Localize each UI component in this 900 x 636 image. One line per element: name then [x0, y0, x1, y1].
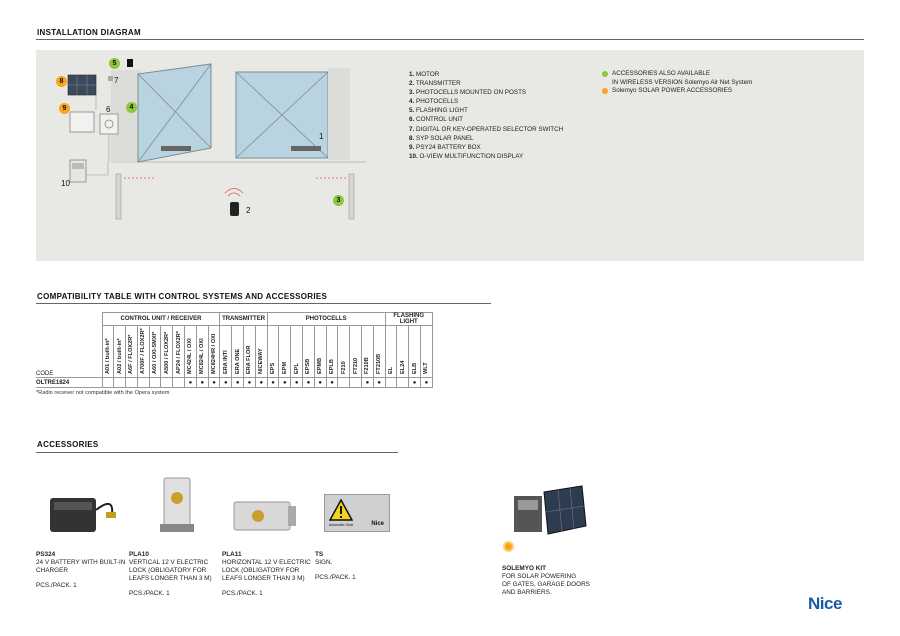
compat-mark	[126, 378, 138, 388]
warning-icon	[329, 499, 353, 521]
compat-column-header	[173, 326, 185, 378]
compat-column-header	[397, 326, 409, 378]
compat-table	[36, 312, 433, 388]
compat-mark	[102, 378, 114, 388]
compat-column-header	[314, 326, 326, 378]
installation-rule	[36, 39, 864, 40]
solemyo-sun-icon	[503, 541, 514, 552]
compat-column-header	[362, 326, 374, 378]
solemyo-image	[510, 482, 590, 542]
legend-item: 3. PHOTOCELLS MOUNTED ON POSTS	[409, 89, 527, 97]
compat-column-label: EPS	[270, 362, 277, 374]
compat-mark: ●	[409, 378, 421, 388]
callout-10: 10	[61, 179, 70, 188]
pla11-image	[230, 492, 300, 542]
accessory-pla10: PLA10 VERTICAL 12 V ELECTRIC LOCK (OBLIGATORY FOR LEAFS LONGER THAN 3 M) PCS./PACK. 1	[129, 551, 212, 597]
compat-column-header	[350, 326, 362, 378]
compat-column-label: NICEWAY	[258, 348, 265, 374]
legend-item: 2. TRANSMITTER	[409, 80, 461, 88]
compat-column-label: FT210	[352, 357, 359, 374]
compat-mark: ●	[421, 378, 433, 388]
ps324-image	[44, 492, 124, 542]
compat-column-header	[291, 326, 303, 378]
compat-column-label: EL24	[399, 360, 406, 374]
accessories-rule	[36, 452, 398, 453]
compat-column-header	[196, 326, 208, 378]
compat-mark	[149, 378, 161, 388]
callout-9: 9	[59, 103, 70, 114]
compat-column-label: MC824L / OXI	[199, 338, 206, 374]
compat-column-label: F210	[340, 361, 347, 374]
compat-column-header	[220, 326, 232, 378]
group-photocells: PHOTOCELLS	[267, 313, 385, 326]
compat-mark: ●	[185, 378, 197, 388]
compat-table-wrapper	[36, 312, 433, 388]
compat-column-label: EPSB	[305, 358, 312, 374]
compat-mark: ●	[362, 378, 374, 388]
compat-column-label: MC824HR / OXI	[211, 333, 218, 374]
installation-legend	[409, 70, 563, 161]
legend-item: 10. O-VIEW MULTIFUNCTION DISPLAY	[409, 152, 524, 160]
compat-mark: ●	[326, 378, 338, 388]
accessory-ps324: PS324 24 V BATTERY WITH BUILT-IN CHARGER PCS./PACK. 1	[36, 551, 126, 589]
accessory-legend-green-2: IN WIRELESS VERSION Solemyo Air Net System	[612, 78, 753, 86]
ts-sign-text: Automatic Gear	[329, 523, 354, 527]
compat-column-header	[338, 326, 350, 378]
compat-column-header	[149, 326, 161, 378]
compat-mark: ●	[232, 378, 244, 388]
compat-mark: ●	[208, 378, 220, 388]
callout-4: 4	[126, 102, 137, 113]
compat-column-label: EPMB	[317, 357, 324, 374]
legend-item: 8. SYP SOLAR PANEL	[409, 134, 474, 142]
compat-mark	[338, 378, 350, 388]
legend-item: 1. MOTOR	[409, 71, 440, 78]
legend-item: 5. FLASHING LIGHT	[409, 107, 468, 115]
callout-1: 1	[319, 132, 324, 141]
compat-column-label: A60 / OXI-SMXI*	[152, 331, 159, 374]
ts-sign-brand: Nice	[371, 521, 384, 527]
ts-sign-image	[324, 494, 390, 532]
compat-mark: ●	[244, 378, 256, 388]
legend-item: 9. PSY24 BATTERY BOX	[409, 143, 481, 151]
compat-column-label: A700F / FLOX2R*	[140, 328, 147, 374]
callout-6: 6	[106, 105, 111, 114]
compat-mark: ●	[314, 378, 326, 388]
callout-7: 7	[114, 76, 119, 85]
compat-column-header	[126, 326, 138, 378]
compat-rule	[36, 303, 491, 304]
compat-mark: ●	[220, 378, 232, 388]
compat-mark: ●	[279, 378, 291, 388]
compat-mark: ●	[255, 378, 267, 388]
compat-column-header	[409, 326, 421, 378]
compat-column-label: A02 / built-in*	[116, 338, 123, 374]
compat-footnote: *Radio receiver not compatible with the Opera system	[36, 390, 170, 396]
compat-column-header	[255, 326, 267, 378]
compat-column-header	[114, 326, 126, 378]
green-dot-icon	[602, 71, 608, 77]
group-control-unit: CONTROL UNIT / RECEIVER	[102, 313, 220, 326]
compat-column-label: MC424L / OXI	[187, 338, 194, 374]
compat-title: COMPATIBILITY TABLE WITH CONTROL SYSTEMS AND ACCESSORIES	[37, 292, 328, 301]
accessory-solemyo: SOLEMYO KIT FOR SOLAR POWERING OF GATES, GARAGE DOORS AND BARRIERS.	[502, 565, 590, 596]
callout-8: 8	[56, 76, 67, 87]
compat-column-label: EPL	[293, 363, 300, 374]
compat-column-header	[267, 326, 279, 378]
code-label: CODE	[36, 371, 54, 377]
compat-column-header	[161, 326, 173, 378]
compat-column-label: A01 / built-in*	[104, 338, 111, 374]
orange-dot-icon	[602, 88, 608, 94]
compat-column-header	[326, 326, 338, 378]
compat-column-label: A6F / FLOX2R*	[128, 334, 135, 374]
compat-mark: ●	[196, 378, 208, 388]
compat-column-header	[279, 326, 291, 378]
compat-column-header	[232, 326, 244, 378]
compat-column-label: ERA ONE	[234, 348, 241, 374]
nice-logo: Nice	[808, 594, 842, 613]
compat-column-header	[303, 326, 315, 378]
compat-mark	[137, 378, 149, 388]
accessory-pla11: PLA11 HORIZONTAL 12 V ELECTRIC LOCK (OBLIGATORY FOR LEAFS LONGER THAN 3 M) PCS./PACK. 1	[222, 551, 311, 597]
accessory-legend-orange: Solemyo SOLAR POWER ACCESSORIES	[612, 87, 733, 94]
accessory-legend	[612, 70, 752, 96]
compat-column-label: EPLB	[329, 359, 336, 374]
model-code: OLTRE1824	[36, 378, 102, 388]
group-flashing-light: FLASHING LIGHT	[385, 313, 432, 326]
compat-column-header	[385, 326, 397, 378]
compat-column-label: ELB	[411, 362, 418, 374]
compat-column-header	[208, 326, 220, 378]
compat-column-label: EPM	[281, 361, 288, 374]
legend-item: 7. DIGITAL OR KEY-OPERATED SELECTOR SWITCH	[409, 125, 564, 133]
compat-column-header	[137, 326, 149, 378]
compat-column-label: AP24 / FLOX2R*	[175, 331, 182, 374]
compat-mark	[397, 378, 409, 388]
compat-column-label: FT210B	[376, 353, 383, 374]
compat-mark: ●	[291, 378, 303, 388]
group-transmitter: TRANSMITTER	[220, 313, 267, 326]
compat-mark: ●	[373, 378, 385, 388]
compat-mark	[114, 378, 126, 388]
compat-column-label: ERA FLOR	[246, 345, 253, 374]
compat-column-header	[421, 326, 433, 378]
accessory-legend-green-1: ACCESSORIES ALSO AVAILABLE	[612, 70, 711, 77]
installation-title: INSTALLATION DIAGRAM	[37, 28, 141, 37]
compat-mark: ●	[267, 378, 279, 388]
compat-mark	[350, 378, 362, 388]
compat-mark	[161, 378, 173, 388]
callout-3: 3	[333, 195, 344, 206]
legend-item: 6. CONTROL UNIT	[409, 116, 464, 124]
accessories-title: ACCESSORIES	[37, 440, 99, 449]
compat-column-header	[185, 326, 197, 378]
compat-mark	[173, 378, 185, 388]
accessory-ts: TS SIGN. PCS./PACK. 1	[315, 551, 356, 581]
compat-mark: ●	[303, 378, 315, 388]
callout-2: 2	[246, 206, 251, 215]
compat-column-label: F210B	[364, 357, 371, 374]
compat-column-label: A500 / FLOX2R*	[163, 331, 170, 374]
compat-column-label: ERA INTI	[222, 350, 229, 374]
compat-column-label: EL	[388, 366, 395, 374]
compat-column-header	[244, 326, 256, 378]
compat-column-header	[373, 326, 385, 378]
compat-column-header	[102, 326, 114, 378]
compat-mark	[385, 378, 397, 388]
legend-item: 4. PHOTOCELLS	[409, 98, 459, 106]
callout-5: 5	[109, 58, 120, 69]
pla10-image	[152, 474, 202, 536]
compat-column-label: WLT	[423, 362, 430, 374]
